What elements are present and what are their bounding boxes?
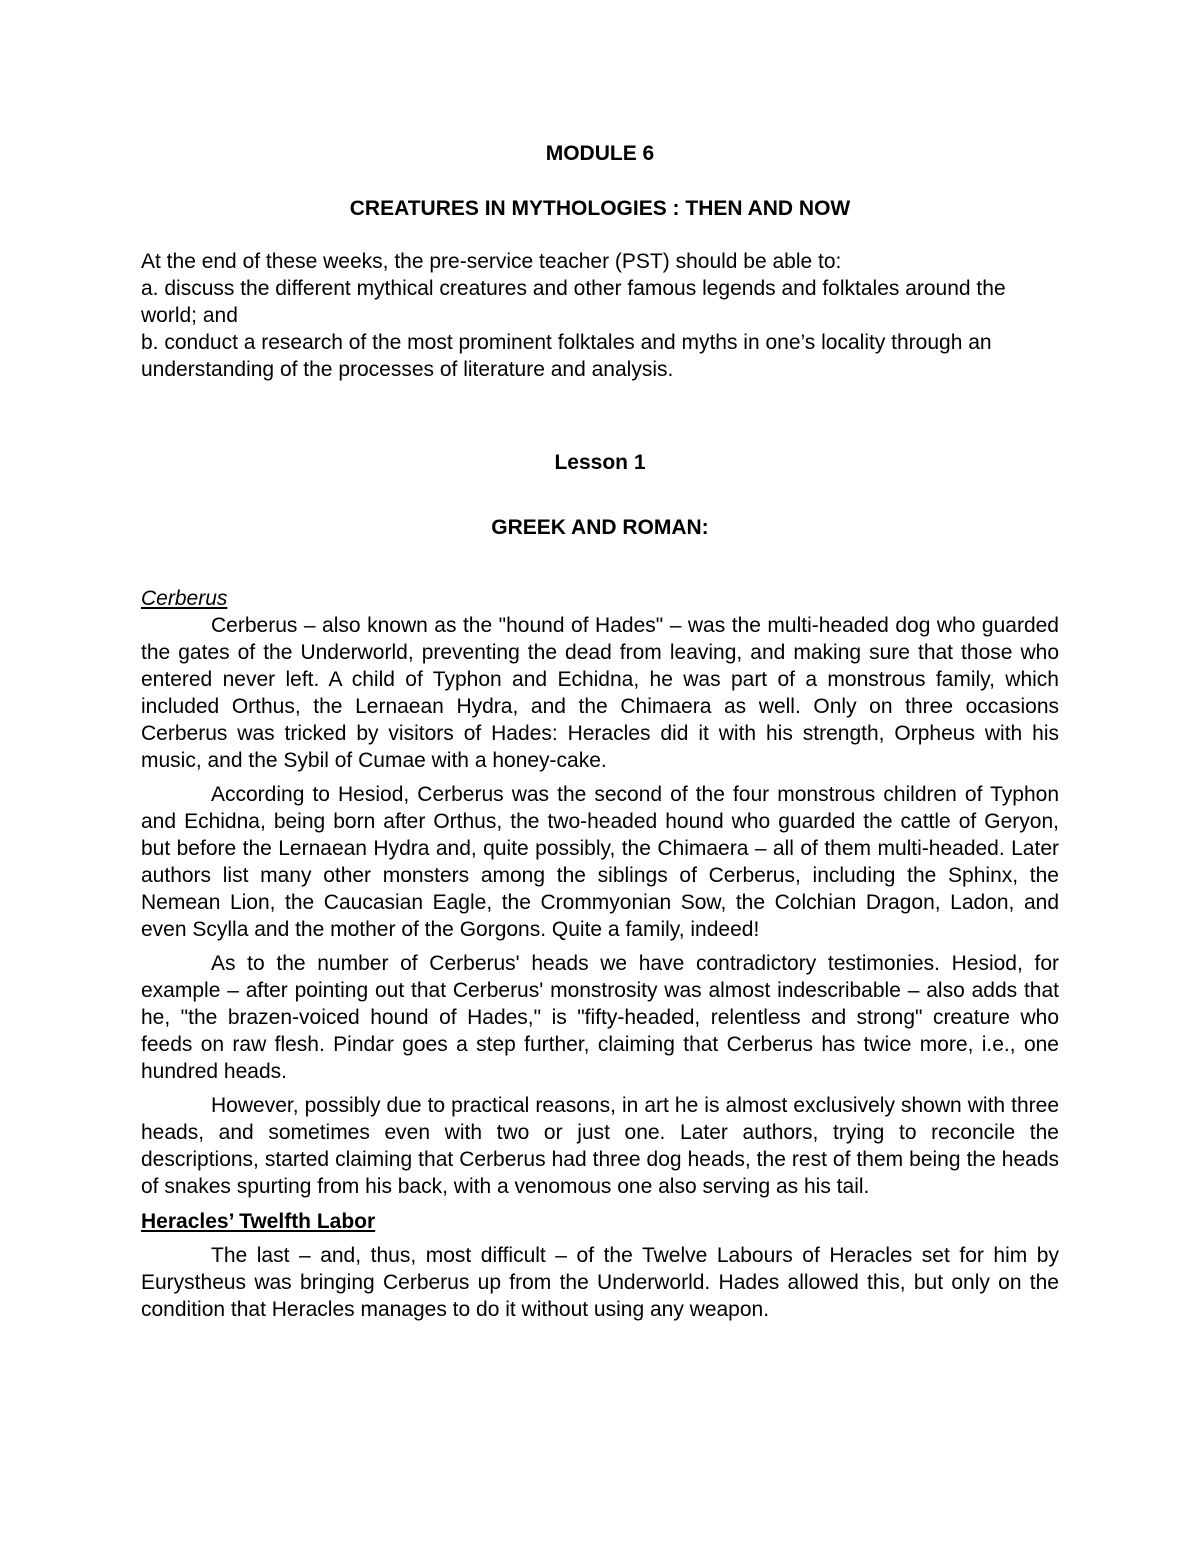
document-page	[141, 140, 1059, 1330]
section-title: GREEK AND ROMAN:	[491, 516, 709, 539]
cerberus-paragraph-1: Cerberus – also known as the "hound of Hades" – was the multi-headed dog who guarded the gates of the Underworld, preventing the dead from leaving, and making sure that those who entered never left. A child of Typhon and Echidna, he was part of a monstrous family, which included Orthus, the Lernaean Hydra, and the Chimaera as well. Only on three occasions Cerberus was tricked by visitors of Hades: Heracles did it with his strength, Orpheus with his music, and the Sybil of Cumae with a honey-cake.	[141, 614, 1059, 772]
module-title: MODULE 6	[545, 142, 655, 165]
objectives-intro: At the end of these weeks, the pre-service teacher (PST) should be able to:	[141, 250, 842, 273]
objectives	[141, 248, 1059, 383]
module-subtitle: CREATURES IN MYTHOLOGIES : THEN AND NOW	[349, 197, 851, 220]
cerberus-paragraph-4: However, possibly due to practical reasons, in art he is almost exclusively shown with three heads, and sometimes even with two or just one. Later authors, trying to reconcile the descriptions, started claiming that Cerberus had three dog heads, the rest of them being the heads of snakes spurting from his back, with a venomous one also serving as his tail.	[141, 1094, 1059, 1198]
cerberus-heading: Cerberus	[141, 587, 228, 610]
cerberus-paragraph-3: As to the number of Cerberus' heads we have contradictory testimonies. Hesiod, for example – after pointing out that Cerberus' monstrosity was almost indescribable – also adds that he, "the brazen-voiced hound of Hades," is "fifty-headed, relentless and strong" creature who feeds on raw flesh. Pindar goes a step further, claiming that Cerberus has twice more, i.e., one hundred heads.	[141, 952, 1059, 1083]
lesson-title: Lesson 1	[554, 451, 646, 474]
heracles-paragraph: The last – and, thus, most difficult – of the Twelve Labours of Heracles set for him by Eurystheus was bringing Cerberus up from the Underworld. Hades allowed this, but only on the condition that Heracles manages to do it without using any weapon.	[141, 1244, 1059, 1321]
cerberus-paragraph-2: According to Hesiod, Cerberus was the second of the four monstrous children of Typhon and Echidna, being born after Orthus, the two-headed hound who guarded the cattle of Geryon, but before the Lernaean Hydra and, quite possibly, the Chimaera – all of them multi-headed. Later authors list many other monsters among the siblings of Cerberus, including the Sphinx, the Nemean Lion, the Caucasian Eagle, the Crommyonian Sow, the Colchian Dragon, Ladon, and even Scylla and the mother of the Gorgons. Quite a family, indeed!	[141, 783, 1059, 941]
objective-b: b. conduct a research of the most prominent folktales and myths in one’s locality through an understanding of the processes of literature and analysis.	[141, 331, 992, 381]
objective-a: a. discuss the different mythical creatures and other famous legends and folktales around the world; and	[141, 277, 1006, 327]
heracles-heading: Heracles’ Twelfth Labor	[141, 1210, 376, 1233]
